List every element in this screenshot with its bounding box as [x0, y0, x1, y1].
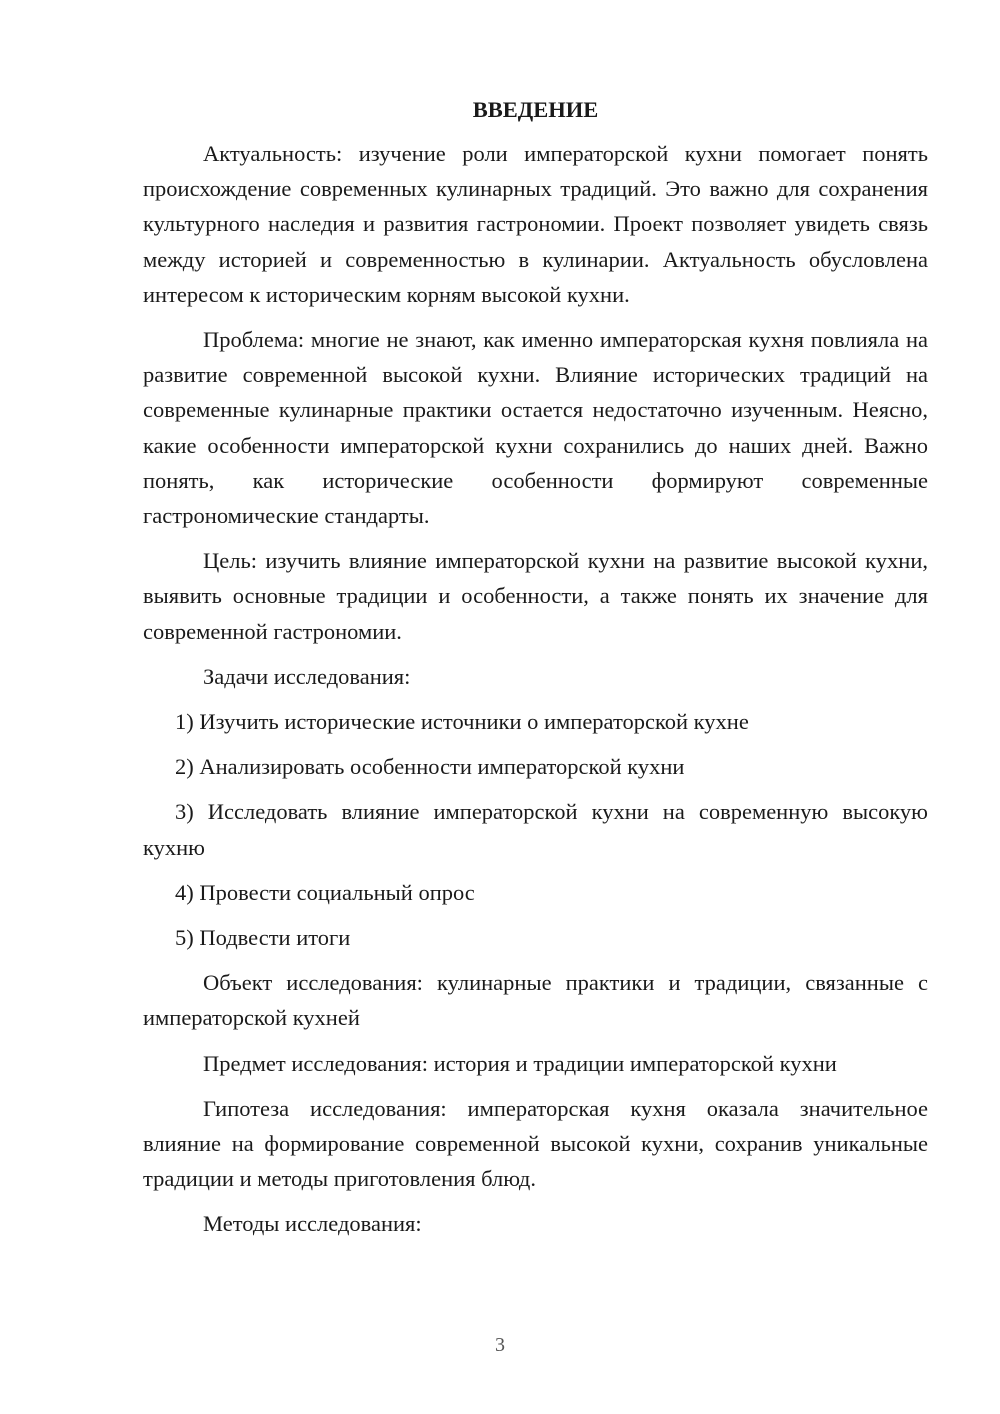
- task-item: 4) Провести социальный опрос: [175, 879, 475, 905]
- document-page: [143, 92, 928, 1252]
- task-item: 1) Изучить исторические источники о императорской кухне: [175, 709, 749, 735]
- task-item: 2) Анализировать особенности императорской кухни: [175, 754, 685, 780]
- page-number: 3: [495, 1334, 505, 1356]
- tasks-list: [143, 704, 928, 955]
- methods-heading: Методы исследования:: [203, 1211, 422, 1237]
- goal-paragraph: Цель: изучить влияние императорской кухни на развитие высокой кухни, выявить основные традиции и особенности, а также понять их значение для современной гастрономии.: [143, 548, 928, 644]
- task-item: 3) Исследовать влияние императорской кухни на современную высокую кухню: [143, 799, 928, 860]
- task-item: 5) Подвести итоги: [175, 925, 351, 951]
- relevance-paragraph: Актуальность: изучение роли императорской кухни помогает понять происхождение современных кулинарных традиций. Это важно для сохранения культурного наследия и развития гастрономии. Проект позволяет увидеть связь между историей и современностью в кулинарии. Актуальность обусловлена интересом к историческим корням высокой кухни.: [143, 141, 928, 307]
- page-title: ВВЕДЕНИЕ: [472, 97, 599, 122]
- tasks-heading: Задачи исследования:: [203, 663, 411, 689]
- subject-paragraph: Предмет исследования: история и традиции императорской кухни: [203, 1050, 837, 1076]
- problem-paragraph: Проблема: многие не знают, как именно императорская кухня повлияла на развитие современной высокой кухни. Влияние исторических традиций на современные кулинарные практики остается недостаточно изученным. Неясно, какие особенности императорской кухни сохранились до наших дней. Важно понять, как исторические особенности формируют современные гастрономические стандарты.: [143, 327, 928, 529]
- hypothesis-paragraph: Гипотеза исследования: императорская кухня оказала значительное влияние на формирование современной высокой кухни, сохранив уникальные традиции и методы приготовления блюд.: [143, 1095, 928, 1192]
- object-paragraph: Объект исследования: кулинарные практики и традиции, связанные с императорской кухней: [143, 970, 928, 1031]
